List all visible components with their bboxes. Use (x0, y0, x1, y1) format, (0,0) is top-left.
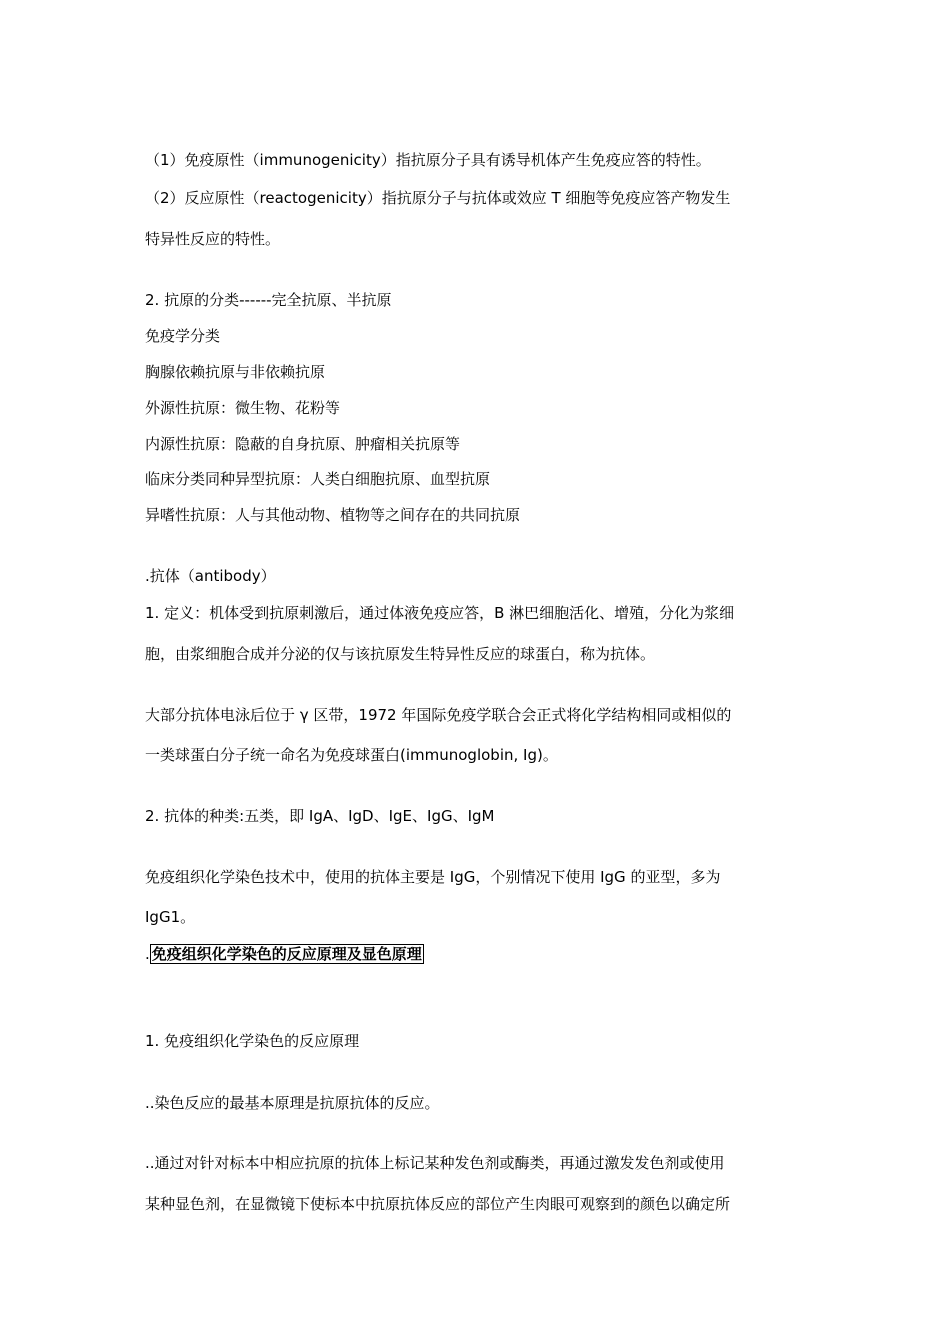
antibody-definition: 1. 定义：机体受到抗原刺激后，通过体液免疫应答，B 淋巴细胞活化、增殖，分化为浆细 (145, 604, 735, 622)
antigen-classification-heading: 2. 抗原的分类------完全抗原、半抗原 (145, 291, 392, 309)
reaction-principle-paragraph: ..染色反应的最基本原理是抗原抗体的反应。 (145, 1094, 440, 1112)
antibody-definition-continued: 胞，由浆细胞合成并分泌的仅与该抗原发生特异性反应的球蛋白，称为抗体。 (145, 645, 656, 663)
immunogenicity-item: （1）免疫原性（immunogenicity）指抗原分子具有诱导机体产生免疫应答的特性。 (145, 151, 711, 169)
principles-heading-line (145, 944, 424, 964)
staining-method-paragraph: ..通过对针对标本中相应抗原的抗体上标记某种发色剂或酶类，再通过激发发色剂或使用 (145, 1154, 725, 1172)
reactogenicity-item-continued: 特异性反应的特性。 (145, 230, 281, 248)
antibody-types: 2. 抗体的种类:五类，即 IgA、IgD、IgE、IgG、IgM (145, 807, 495, 825)
classification-line: 免疫学分类 (145, 327, 221, 345)
principles-heading-prefix: . (145, 945, 150, 963)
ihc-antibody-paragraph-continued: IgG1。 (145, 908, 196, 926)
reactogenicity-item: （2）反应原性（reactogenicity）指抗原分子与抗体或效应 T 细胞等免疫应答产物发生 (145, 189, 731, 207)
classification-line: 外源性抗原：微生物、花粉等 (145, 399, 341, 417)
principles-heading: 免疫组织化学染色的反应原理及显色原理 (151, 945, 422, 963)
classification-line: 内源性抗原：隐蔽的自身抗原、肿瘤相关抗原等 (145, 435, 461, 453)
classification-line: 临床分类同种异型抗原：人类白细胞抗原、血型抗原 (145, 470, 491, 488)
classification-line: 异嗜性抗原：人与其他动物、植物等之间存在的共同抗原 (145, 506, 521, 524)
reaction-principle-subheading: 1. 免疫组织化学染色的反应原理 (145, 1032, 360, 1050)
electrophoresis-paragraph-continued: 一类球蛋白分子统一命名为免疫球蛋白(immunoglobin, Ig)。 (145, 746, 558, 764)
staining-method-paragraph-continued: 某种显色剂，在显微镜下使标本中抗原抗体反应的部位产生肉眼可观察到的颜色以确定所 (145, 1195, 731, 1213)
ihc-antibody-paragraph: 免疫组织化学染色技术中，使用的抗体主要是 IgG，个别情况下使用 IgG 的亚型，多为 (145, 868, 721, 886)
antibody-heading: .抗体（antibody） (145, 567, 276, 585)
electrophoresis-paragraph: 大部分抗体电泳后位于 γ 区带，1972 年国际免疫学联合会正式将化学结构相同或相似的 (145, 706, 732, 724)
classification-line: 胸腺依赖抗原与非依赖抗原 (145, 363, 326, 381)
